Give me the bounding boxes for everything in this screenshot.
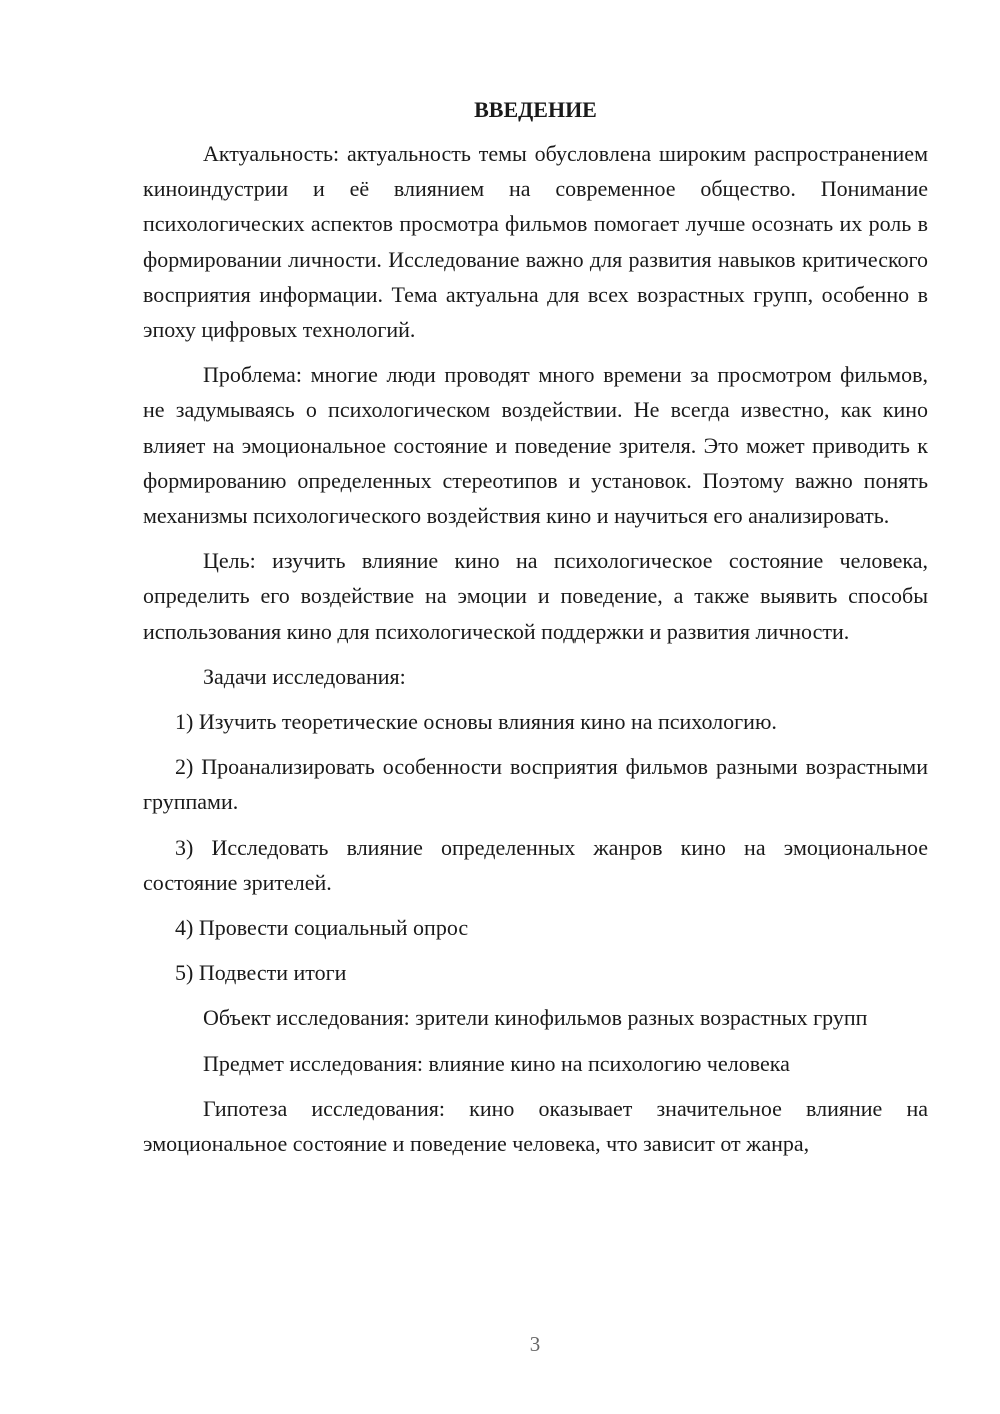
tasks-title: Задачи исследования:: [203, 663, 406, 689]
task-item-1: 1) Изучить теоретические основы влияния кино на психологию.: [175, 709, 777, 735]
problem-paragraph: Проблема: многие люди проводят много времени за просмотром фильмов, не задумываясь о психологическом воздействии. Не всегда известно, как кино влияет на эмоциональное состояние и поведение зрителя. Это может приводить к формированию определенных стереотипов и установок. Поэтому важно понять механизмы психологического воздействия кино и научиться его анализировать.: [143, 362, 928, 529]
relevance-paragraph: Актуальность: актуальность темы обусловлена широким распространением киноиндустрии и её влиянием на современное общество. Понимание психологических аспектов просмотра фильмов помогает лучше осознать их роль в формировании личности. Исследование важно для развития навыков критического восприятия информации. Тема актуальна для всех возрастных групп, особенно в эпоху цифровых технологий.: [143, 141, 928, 343]
subject-paragraph: Предмет исследования: влияние кино на психологию человека: [203, 1050, 790, 1076]
task-item-5: 5) Подвести итоги: [175, 960, 347, 986]
task-item-4: 4) Провести социальный опрос: [175, 915, 469, 941]
task-item-3: 3) Исследовать влияние определенных жанров кино на эмоциональное состояние зрителей.: [143, 834, 928, 895]
section-heading: ВВЕДЕНИЕ: [474, 97, 597, 122]
document-page: [143, 92, 928, 1161]
task-item-2: 2) Проанализировать особенности восприятия фильмов разными возрастными группами.: [143, 754, 928, 815]
object-paragraph: Объект исследования: зрители кинофильмов разных возрастных групп: [203, 1005, 868, 1031]
goal-paragraph: Цель: изучить влияние кино на психологическое состояние человека, определить его воздействие на эмоции и поведение, а также выявить способы использования кино для психологической поддержки и развития личности.: [143, 548, 928, 644]
page-number: 3: [529, 1332, 541, 1356]
hypothesis-paragraph: Гипотеза исследования: кино оказывает значительное влияние на эмоциональное состояние и поведение человека, что зависит от жанра,: [143, 1095, 928, 1157]
